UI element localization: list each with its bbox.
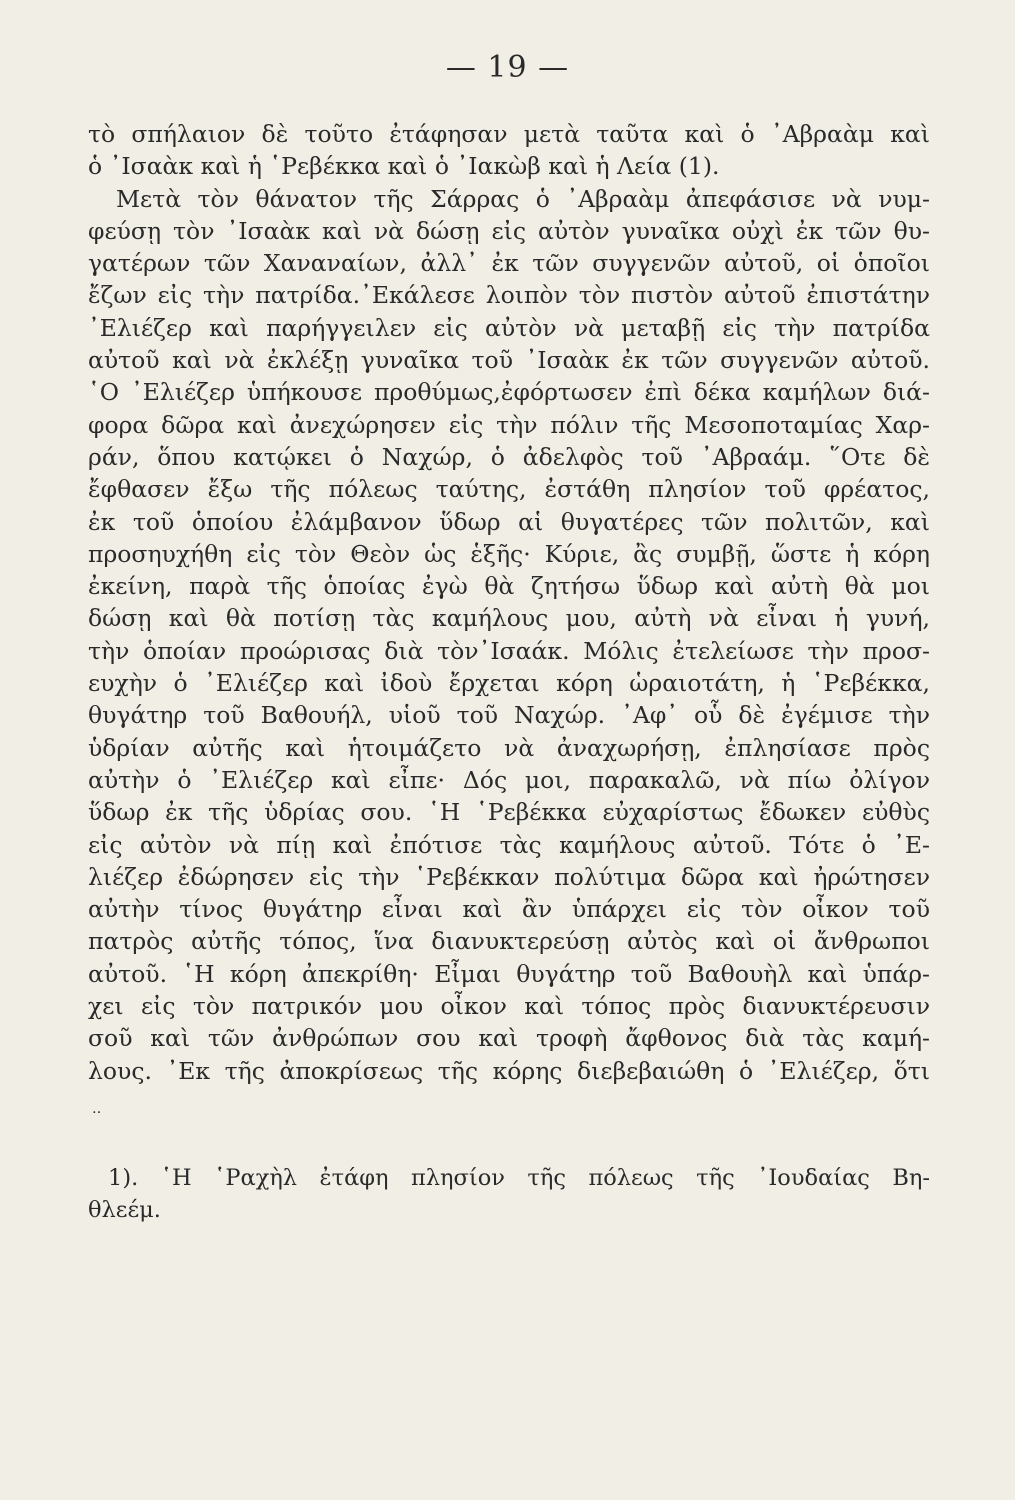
text-line: ἔφθασεν ἔξω τῆς πόλεως ταύτης, ἐστάθη πλησίον τοῦ φρέατος,	[88, 475, 930, 504]
text-line: θυγάτηρ τοῦ Βαθουήλ, υἱοῦ τοῦ Ναχώρ. ᾿Αφ᾿ οὗ δὲ ἐγέμισε τὴν	[88, 701, 930, 730]
text-line: ἔζων εἰς τὴν πατρίδα.᾿Εκάλεσε λοιπὸν τὸν πιστὸν αὐτοῦ ἐπιστάτην	[88, 281, 930, 310]
text-line: χει εἰς τὸν πατρικόν μου οἶκον καὶ τόπος πρὸς διανυκτέρευσιν	[88, 992, 930, 1021]
text-line: αὐτοῦ. ῾Η κόρη ἀπεκρίθη· Εἶμαι θυγάτηρ τοῦ Βαθουὴλ καὶ ὑπάρ-	[88, 959, 930, 988]
text-line: ῾Ο ᾿Ελιέζερ ὑπήκουσε προθύμως,ἐφόρτωσεν ἐπὶ δέκα καμήλων διά-	[88, 378, 930, 407]
text-line: ὑδρίαν αὐτῆς καὶ ἡτοιμάζετο νὰ ἀναχωρήσῃ, ἐπλησίασε πρὸς	[88, 733, 930, 762]
text-line: ευχὴν ὁ ᾿Ελιέζερ καὶ ἰδοὺ ἔρχεται κόρη ὡραιοτάτη, ἡ ῾Ρεβέκκα,	[88, 669, 930, 698]
text-line: ράν, ὅπου κατῴκει ὁ Ναχώρ, ὁ ἀδελφὸς τοῦ ᾿Αβραάμ. ῞Οτε δὲ	[88, 442, 930, 471]
text-line: αὐτοῦ καὶ νὰ ἐκλέξῃ γυναῖκα τοῦ ᾿Ισαὰκ ἐκ τῶν συγγενῶν αὐτοῦ.	[88, 346, 930, 375]
text-line: Μετὰ τὸν θάνατον τῆς Σάρρας ὁ ᾿Αβραὰμ ἀπεφάσισε νὰ νυμ-	[116, 184, 930, 213]
page-number: — 19 —	[445, 50, 570, 85]
footnote-separator: ‥	[92, 1101, 102, 1117]
text-line: ἐκ τοῦ ὁποίου ἐλάμβανον ὕδωρ αἱ θυγατέρες τῶν πολιτῶν, καὶ	[88, 507, 930, 536]
footnote-line: 1). ῾Η ῾Ραχὴλ ἐτάφη πλησίον τῆς πόλεως τῆς ᾿Ιουδαίας Βη-	[108, 1165, 930, 1191]
text-line: λους. ᾿Εκ τῆς ἀποκρίσεως τῆς κόρης διεβεβαιώθη ὁ ᾿Ελιέζερ, ὅτι	[88, 1056, 930, 1085]
footnote	[88, 1162, 930, 1226]
text-line: ἐκείνη, παρὰ τῆς ὁποίας ἐγὼ θὰ ζητήσω ὕδωρ καὶ αὐτὴ θὰ μοι	[88, 572, 930, 601]
text-line: δώσῃ καὶ θὰ ποτίσῃ τὰς καμήλους μου, αὐτὴ νὰ εἶναι ἡ γυνή,	[88, 604, 930, 633]
text-line: αὐτὴν ὁ ᾿Ελιέζερ καὶ εἶπε· Δός μοι, παρακαλῶ, νὰ πίω ὀλίγον	[88, 765, 930, 794]
text-line: λιέζερ ἐδώρησεν εἰς τὴν ῾Ρεβέκκαν πολύτιμα δῶρα καὶ ἠρώτησεν	[88, 862, 930, 891]
text-line: ᾿Ελιέζερ καὶ παρήγγειλεν εἰς αὐτὸν νὰ μεταβῇ εἰς τὴν πατρίδα	[88, 313, 930, 342]
text-line: γατέρων τῶν Χαναναίων, ἀλλ᾿ ἐκ τῶν συγγενῶν αὐτοῦ, οἱ ὁποῖοι	[88, 249, 930, 278]
footnote-line: θλεέμ.	[88, 1197, 161, 1223]
text-line: εἰς αὐτὸν νὰ πίῃ καὶ ἐπότισε τὰς καμήλους αὐτοῦ. Τότε ὁ ᾿Ε-	[88, 830, 930, 859]
text-line: φορα δῶρα καὶ ἀνεχώρησεν εἰς τὴν πόλιν τῆς Μεσοποταμίας Χαρ-	[88, 410, 930, 439]
text-line: φεύσῃ τὸν ᾿Ισαὰκ καὶ νὰ δώσῃ εἰς αὐτὸν γυναῖκα οὐχὶ ἐκ τῶν θυ-	[88, 216, 930, 245]
text-line: προσηυχήθη εἰς τὸν Θεὸν ὡς ἑξῆς· Κύριε, ἂς συμβῇ, ὥστε ἡ κόρη	[88, 539, 930, 568]
text-line: ὁ ᾿Ισαὰκ καὶ ἡ ῾Ρεβέκκα καὶ ὁ ᾿Ιακὼβ καὶ ἡ Λεία (1).	[88, 152, 720, 181]
text-line: ὕδωρ ἐκ τῆς ὑδρίας σου. ῾Η ῾Ρεβέκκα εὐχαρίστως ἔδωκεν εὐθὺς	[88, 798, 930, 827]
text-line: τὴν ὁποίαν προώρισας διὰ τὸν᾿Ισαάκ. Μόλις ἐτελείωσε τὴν προσ-	[88, 636, 930, 665]
text-line: σοῦ καὶ τῶν ἀνθρώπων σου καὶ τροφὴ ἄφθονος διὰ τὰς καμή-	[88, 1024, 930, 1053]
text-line: πατρὸς αὐτῆς τόπος, ἵνα διανυκτερεύσῃ αὐτὸς καὶ οἱ ἄνθρωποι	[88, 927, 930, 956]
text-line: αὐτὴν τίνος θυγάτηρ εἶναι καὶ ἂν ὑπάρχει εἰς τὸν οἶκον τοῦ	[88, 895, 930, 924]
body-text	[88, 118, 930, 1087]
text-line: τὸ σπήλαιον δὲ τοῦτο ἐτάφησαν μετὰ ταῦτα καὶ ὁ ᾿Αβραὰμ καὶ	[88, 120, 930, 148]
